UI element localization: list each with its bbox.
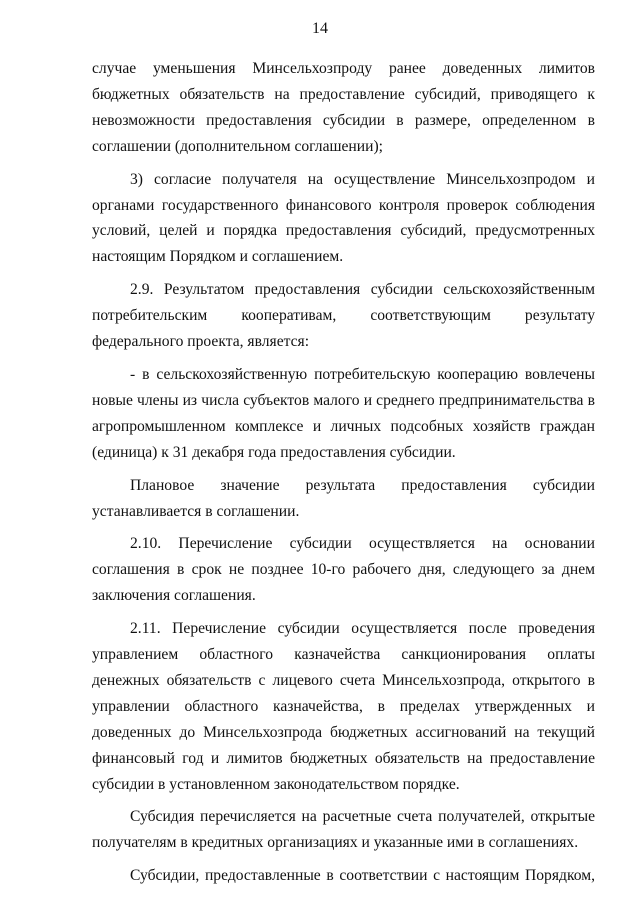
paragraph-subsidy-transfer: Субсидия перечисляется на расчетные счета получателей, открытые получателям в кредитных организациях и указанные ими в соглашениях. <box>92 808 595 852</box>
paragraph-consent-item-3: 3) согласие получателя на осуществление Минсельхозпродом и органами государственного финансового контроля проверок соблюдения условий, целей и порядка предоставления субсидий, предусмотренных настоящим Порядком и соглашением. <box>92 170 595 266</box>
paragraph-subsidies-provided: Субсидии, предоставленные в соответствии с настоящим Порядком, <box>130 867 595 885</box>
paragraph-2-10: 2.10. Перечисление субсидии осуществляется на основании соглашения в срок не позднее 10-го рабочего дня, следующего за днем заключения соглашения. <box>92 535 595 605</box>
document-body <box>92 56 595 889</box>
paragraph-2-11: 2.11. Перечисление субсидии осуществляется после проведения управлением областного казначейства санкционирования оплаты денежных обязательств с лицевого счета Минсельхозпрода, открытого в управлении областного казначейства, в пределах утвержденных и доведенных до Минсельхозпрода бюджетных ассигнований на текущий финансовый год и лимитов бюджетных обязательств на предоставление субсидии в установленном законодательством порядке. <box>92 620 595 793</box>
paragraph-result-item: - в сельскохозяйственную потребительскую кооперацию вовлечены новые члены из числа субъектов малого и среднего предпринимательства в агропромышленном комплексе и личных подсобных хозяйств граждан (единица) к 31 декабря года предоставления субсидии. <box>92 365 595 461</box>
paragraph-planned-value: Плановое значение результата предоставления субсидии устанавливается в соглашении. <box>92 476 595 520</box>
paragraph-continuation: случае уменьшения Минсельхозпроду ранее доведенных лимитов бюджетных обязательств на предоставление субсидий, приводящего к невозможности предоставления субсидии в размере, определенном в соглашении (дополнительном соглашении); <box>92 60 595 155</box>
page-number: 14 <box>312 20 328 37</box>
paragraph-2-9: 2.9. Результатом предоставления субсидии сельскохозяйственным потребительским кооперативам, соответствующим результату федерального проекта, является: <box>92 281 595 351</box>
